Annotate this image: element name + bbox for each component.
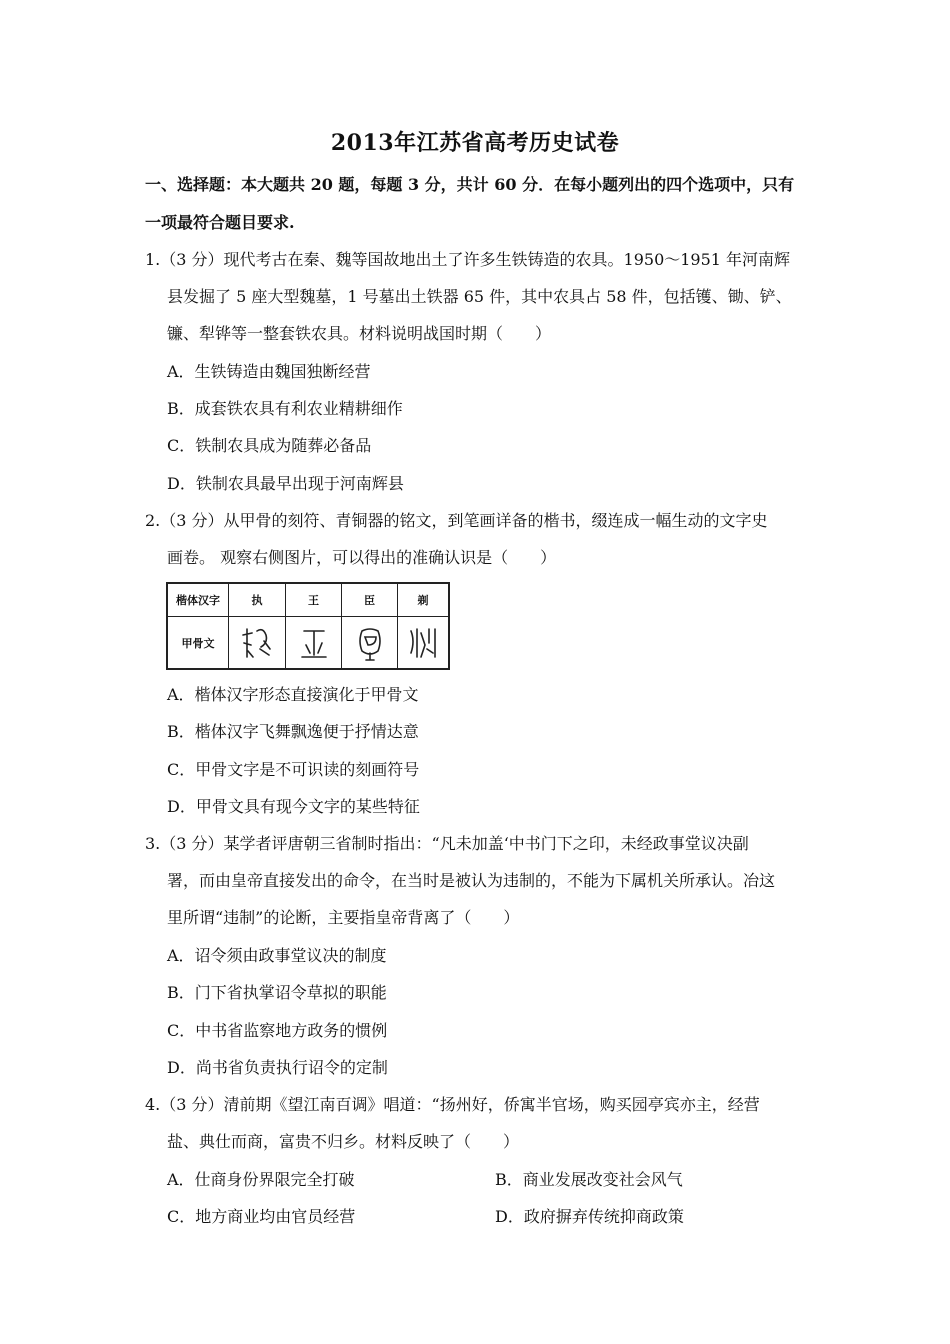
oracle-glyph-ti-icon: [398, 617, 448, 668]
section-heading-line2: 一项最符合题目要求.: [145, 213, 295, 232]
q2-option-d[interactable]: D．甲骨文具有现今文字的某些特征: [167, 797, 420, 816]
kaiti-char-2: 王: [286, 584, 342, 616]
table-row-oracle: [168, 617, 448, 668]
q3-stem-line2: 署，而由皇帝直接发出的命令，在当时是被认为违制的，不能为下属机关所承认。冶这: [167, 871, 776, 890]
q1-option-a[interactable]: A．生铁铸造由魏国独断经营: [167, 362, 371, 381]
q4-option-b[interactable]: B．商业发展改变社会风气: [495, 1170, 683, 1189]
q2-option-a[interactable]: A．楷体汉字形态直接演化于甲骨文: [167, 685, 419, 704]
oracle-glyph-zhi-icon: [229, 617, 286, 668]
q4-option-d[interactable]: D．政府摒弃传统抑商政策: [495, 1207, 684, 1226]
q1-stem-line3: 镰、犁铧等一整套铁农具。材料说明战国时期（ ）: [167, 324, 552, 343]
q1-option-d[interactable]: D．铁制农具最早出现于河南辉县: [167, 474, 404, 493]
q1-stem-line1: 1.（3 分）现代考古在秦、魏等国故地出土了许多生铁铸造的农具。1950～1951 年河南辉: [145, 250, 791, 269]
table-row-label-kaiti: 楷体汉字: [168, 584, 229, 616]
oracle-glyph-wang-icon: [286, 617, 342, 668]
page-title: 2013年江苏省高考历史试卷: [330, 130, 620, 156]
q2-stem-line2: 画卷。 观察右侧图片，可以得出的准确认识是（ ）: [167, 548, 557, 567]
section-heading-line1: 一、选择题：本大题共 20 题，每题 3 分，共计 60 分．在每小题列出的四个选项中，只有: [145, 175, 795, 194]
q2-stem-line1: 2.（3 分）从甲骨的刻符、青铜器的铭文，到笔画详备的楷书，缀连成一幅生动的文字史: [145, 511, 768, 530]
q4-option-a[interactable]: A．仕商身份界限完全打破: [167, 1170, 355, 1189]
q1-option-b[interactable]: B．成套铁农具有利农业精耕细作: [167, 399, 403, 418]
character-comparison-table: [166, 582, 450, 670]
q1-stem-line2: 县发掘了 5 座大型魏墓，1 号墓出土铁器 65 件，其中农具占 58 件，包括镬、锄、铲、: [167, 287, 792, 306]
q3-option-a[interactable]: A．诏令须由政事堂议决的制度: [167, 946, 387, 965]
kaiti-char-3: 臣: [342, 584, 398, 616]
table-row-kaiti: [168, 584, 448, 617]
kaiti-char-1: 执: [229, 584, 286, 616]
q3-option-c[interactable]: C．中书省监察地方政务的惯例: [167, 1021, 388, 1040]
oracle-glyph-chen-icon: [342, 617, 398, 668]
q3-option-d[interactable]: D．尚书省负责执行诏令的定制: [167, 1058, 388, 1077]
q3-stem-line3: 里所谓“违制”的论断，主要指皇帝背离了（ ）: [167, 908, 520, 927]
q4-stem-line1: 4.（3 分）清前期《望江南百调》唱道：“扬州好，侨寓半官场，购买园亭宾亦主，经营: [145, 1095, 760, 1114]
q3-stem-line1: 3.（3 分）某学者评唐朝三省制时指出：“凡未加盖‘中书门下之印，未经政事堂议决副: [145, 834, 749, 853]
table-row-label-oracle: 甲骨文: [168, 617, 229, 668]
q1-option-c[interactable]: C．铁制农具成为随葬必备品: [167, 436, 372, 455]
q2-option-b[interactable]: B．楷体汉字飞舞飘逸便于抒情达意: [167, 722, 419, 741]
q3-option-b[interactable]: B．门下省执掌诏令草拟的职能: [167, 983, 387, 1002]
q4-option-c[interactable]: C．地方商业均由官员经营: [167, 1207, 356, 1226]
q2-option-c[interactable]: C．甲骨文字是不可识读的刻画符号: [167, 760, 420, 779]
q4-stem-line2: 盐、典仕而商，富贵不归乡。材料反映了（ ）: [167, 1132, 520, 1151]
kaiti-char-4: 剃: [417, 594, 429, 607]
